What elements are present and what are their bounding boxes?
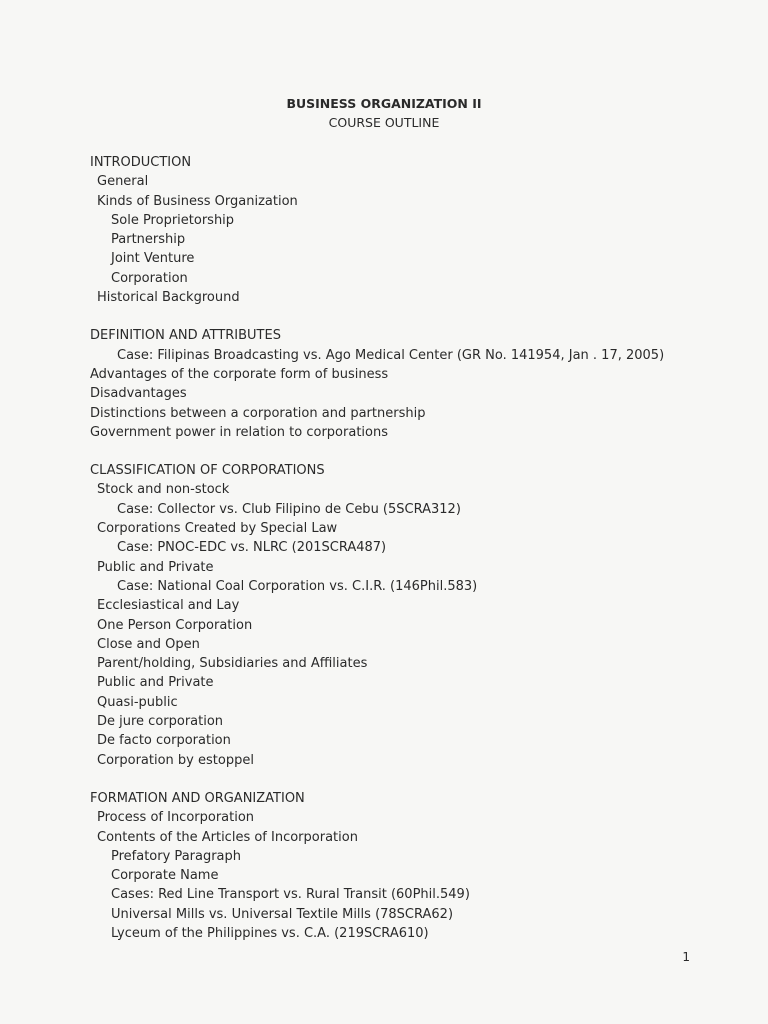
outline-item: Corporations Created by Special Law [97,521,338,537]
outline-item: Prefatory Paragraph [111,848,242,864]
section-gap [0,442,768,461]
outline-item: Corporation [111,270,188,286]
outline-heading: CLASSIFICATION OF CORPORATIONS [90,463,325,479]
outline-item: Ecclesiastical and Lay [97,598,240,614]
outline-heading: Disadvantages [90,386,187,402]
outline-item: Case: PNOC-EDC vs. NLRC (201SCRA487) [117,540,387,556]
outline-item: Close and Open [97,636,200,652]
outline-item: Lyceum of the Philippines vs. C.A. (219SCRA610) [111,925,429,941]
outline-item: Quasi-public [97,694,178,710]
document-title: BUSINESS ORGANIZATION II [286,96,482,111]
outline-item: Universal Mills vs. Universal Textile Mills (78SCRA62) [111,906,454,922]
outline-heading: FORMATION AND ORGANIZATION [90,790,305,806]
outline-item: Partnership [111,232,186,248]
outline-heading: Distinctions between a corporation and partnership [90,405,426,421]
section-gap [0,307,768,326]
section-gap [0,770,768,789]
page-number: 1 [682,950,690,964]
outline-item: Kinds of Business Organization [97,193,298,209]
outline-item: Case: National Coal Corporation vs. C.I.R. (146Phil.583) [117,578,478,594]
outline-item: De facto corporation [97,733,231,749]
outline-item: One Person Corporation [97,617,253,633]
outline-item: Public and Private [97,675,214,691]
outline-item: Sole Proprietorship [111,212,235,228]
document-subtitle: COURSE OUTLINE [328,115,440,130]
course-outline [0,153,768,943]
outline-heading: DEFINITION AND ATTRIBUTES [90,328,281,344]
outline-heading: Advantages of the corporate form of business [90,366,389,382]
outline-item: Public and Private [97,559,214,575]
outline-item: Corporate Name [111,868,219,884]
outline-item: Process of Incorporation [97,810,255,826]
outline-item: Case: Filipinas Broadcasting vs. Ago Medical Center (GR No. 141954, Jan . 17, 2005) [117,347,665,363]
outline-item: Parent/holding, Subsidiaries and Affiliates [97,656,368,672]
outline-item: Joint Venture [111,251,195,267]
outline-item: Case: Collector vs. Club Filipino de Cebu (5SCRA312) [117,501,461,517]
outline-item: Stock and non-stock [97,482,230,498]
outline-item: Cases: Red Line Transport vs. Rural Transit (60Phil.549) [111,887,470,903]
outline-item: Contents of the Articles of Incorporation [97,829,358,845]
outline-item: General [97,174,149,190]
outline-item: Corporation by estoppel [97,752,254,768]
outline-item: De jure corporation [97,714,224,730]
outline-heading: Government power in relation to corporations [90,424,388,440]
outline-heading: INTRODUCTION [90,155,192,170]
outline-item: Historical Background [97,290,240,306]
